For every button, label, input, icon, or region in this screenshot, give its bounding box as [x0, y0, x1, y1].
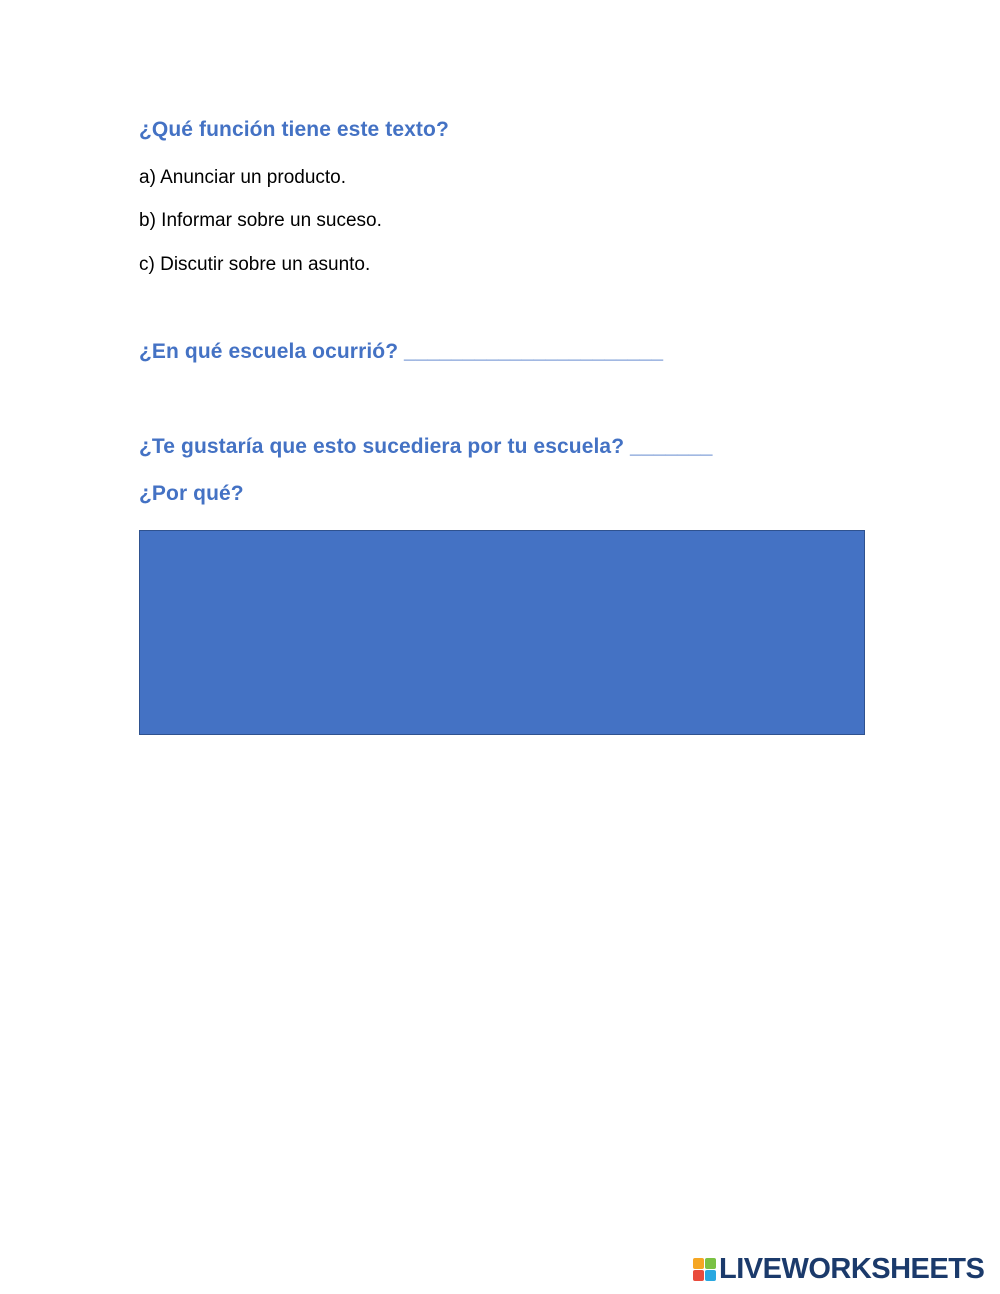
option-c: c) Discutir sobre un asunto.: [139, 254, 371, 275]
logo-square-2: [705, 1258, 716, 1269]
logo-square-1: [693, 1258, 704, 1269]
liveworksheets-logo-icon: [693, 1258, 716, 1281]
question-text-function: ¿Qué función tiene este texto?: [139, 118, 449, 141]
question-would-you-like: ¿Te gustaría que esto sucediera por tu escuela? _______: [139, 435, 713, 458]
question-why: ¿Por qué?: [139, 482, 244, 505]
option-a: a) Anunciar un producto.: [139, 167, 347, 188]
logo-square-4: [705, 1270, 716, 1281]
logo-wordmark: LIVEWORKSHEETS: [719, 1253, 985, 1285]
liveworksheets-logo: [693, 1253, 984, 1285]
answer-text-box[interactable]: [139, 530, 865, 735]
logo-square-3: [693, 1270, 704, 1281]
question-school: ¿En qué escuela ocurrió? ______________________: [139, 340, 664, 363]
option-b: b) Informar sobre un suceso.: [139, 210, 382, 231]
